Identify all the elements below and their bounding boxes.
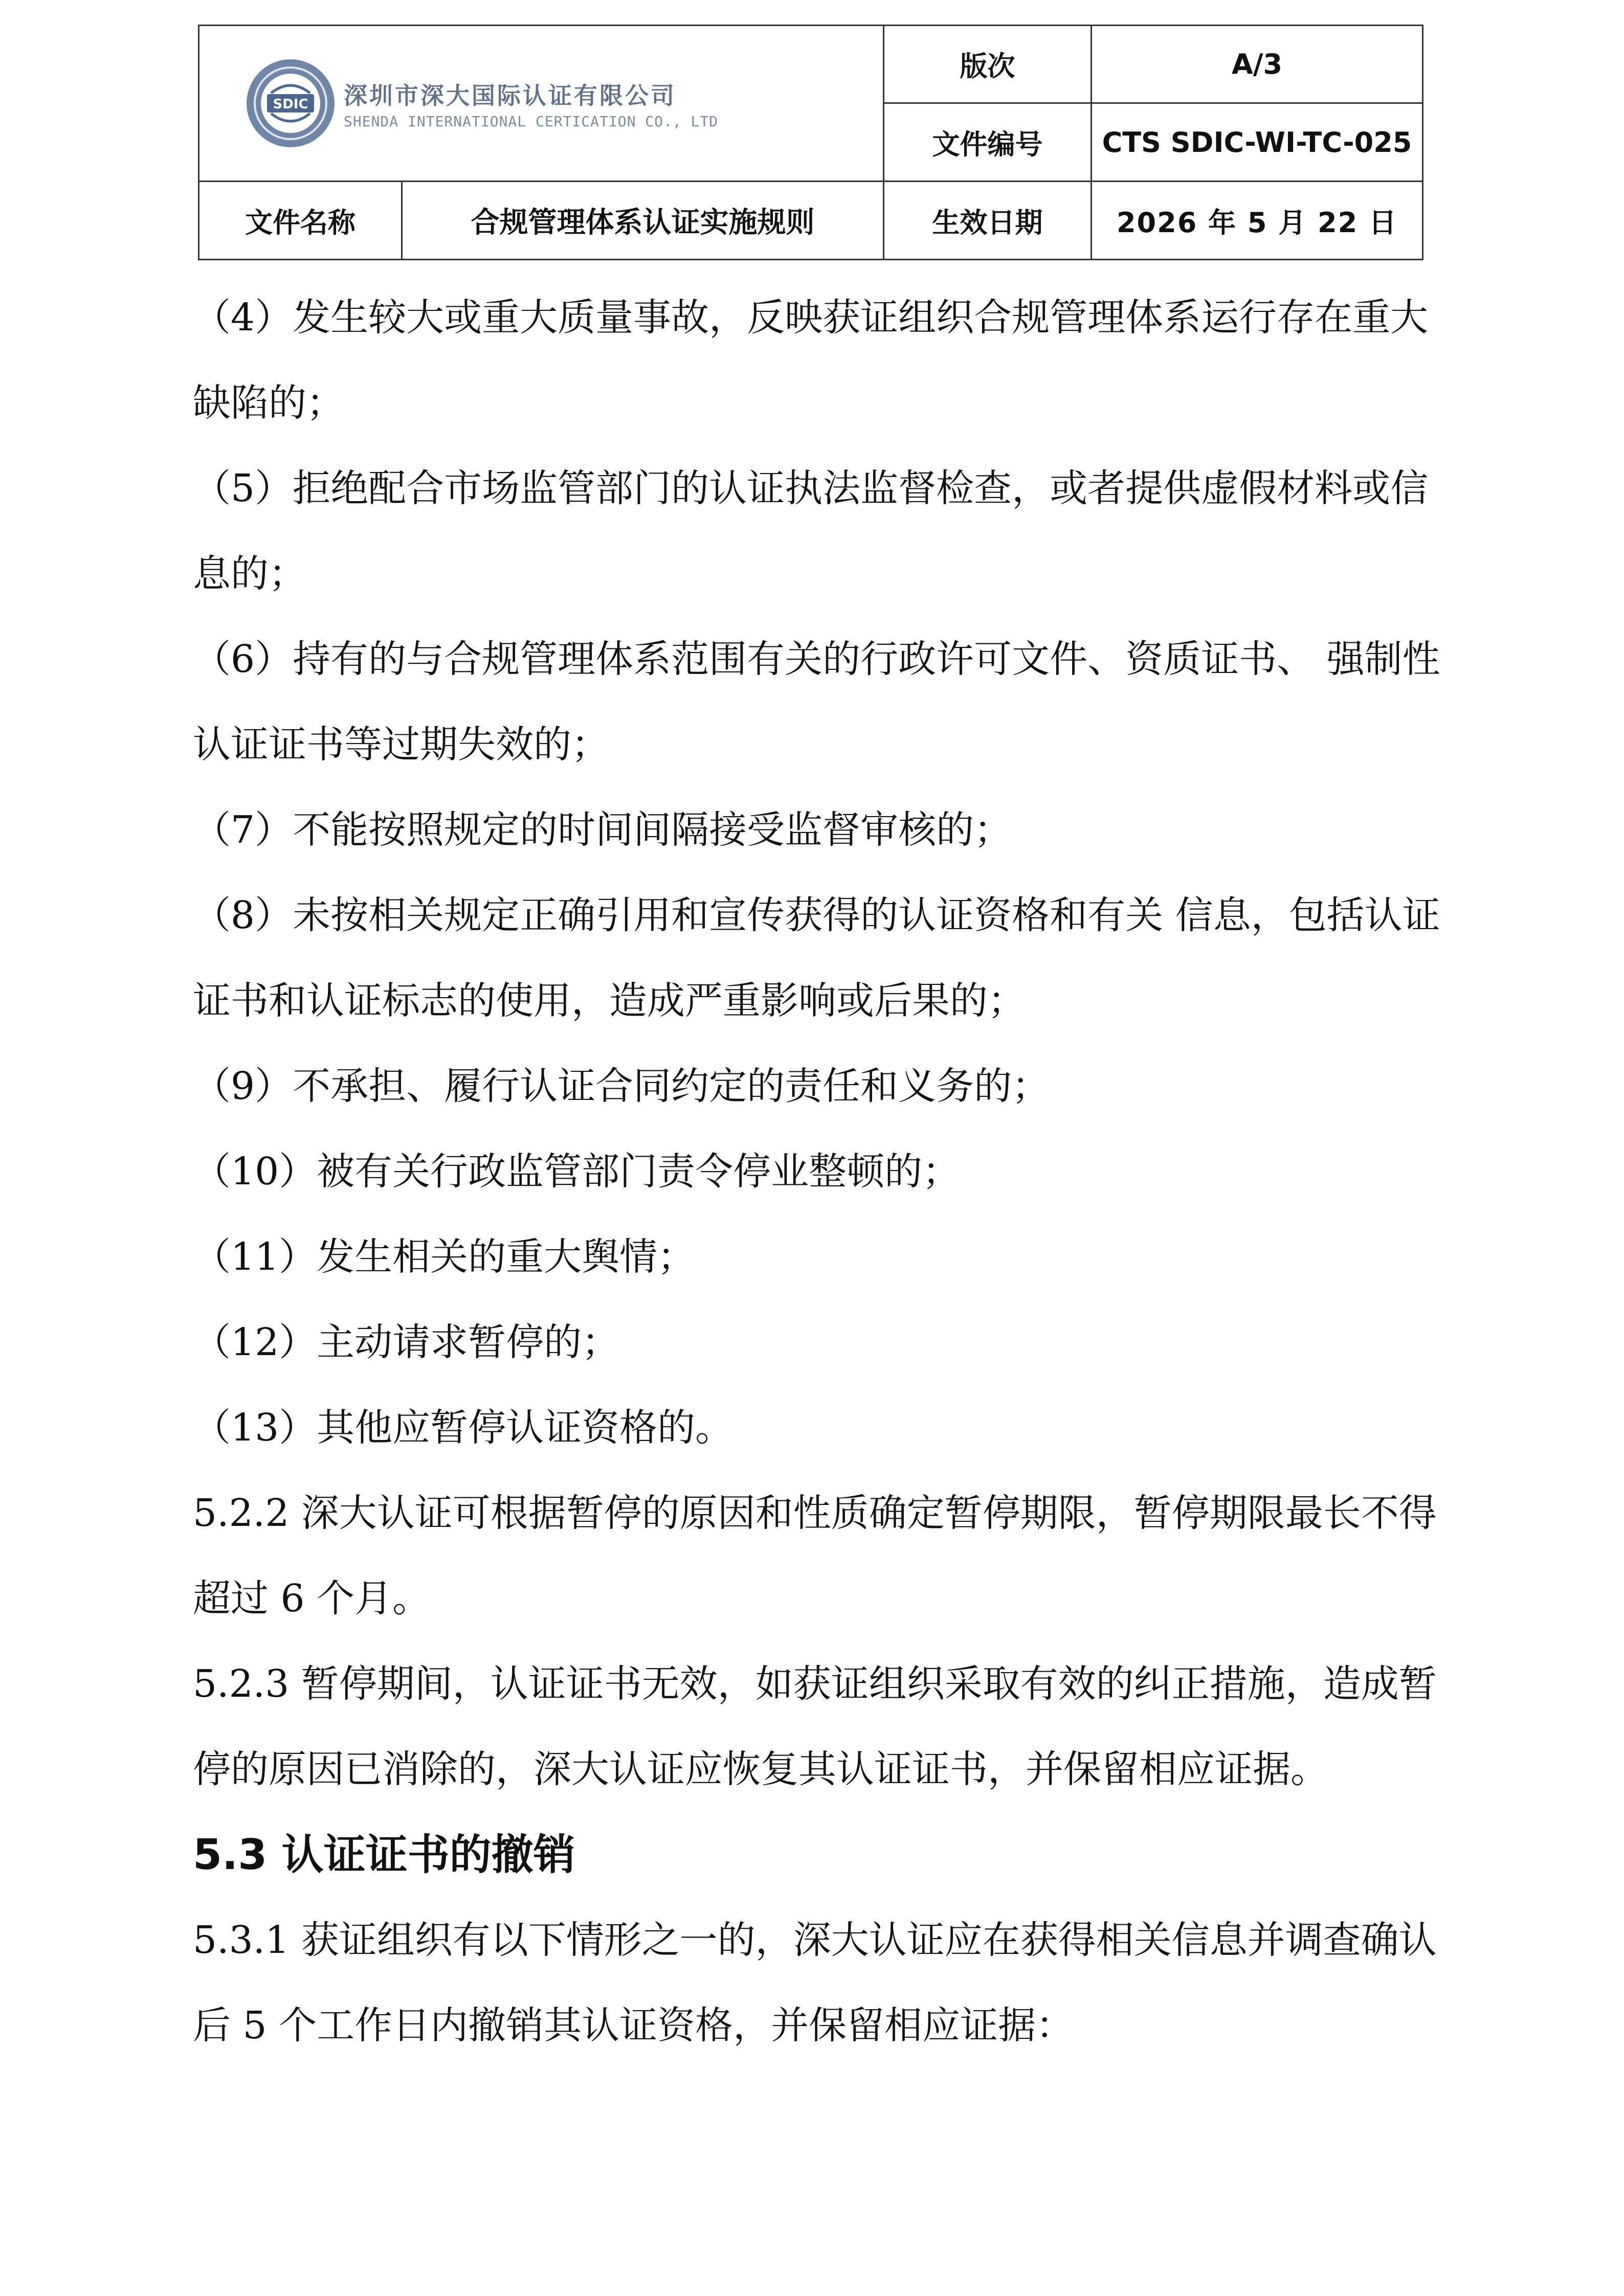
list-item: （6）持有的与合规管理体系范围有关的行政许可文件、资质证书、 强制性认证证书等过期失效的； [193,637,1440,767]
list-item: （11）发生相关的重大舆情； [193,1235,696,1279]
clause-5-2-3: 5.2.3 暂停期间，认证证书无效，如获证组织采取有效的纠正措施，造成暂停的原因已消除的，深大认证应恢复其认证证书，并保留相应证据。 [193,1662,1437,1791]
clause-5-3-1: 5.3.1 获证组织有以下情形之一的，深大认证应在获得相关信息并调查确认后 5 个工作日内撤销其认证资格，并保留相应证据： [193,1918,1437,2047]
list-item: （12）主动请求暂停的； [193,1320,620,1364]
effective-date-value: 2026 年 5 月 22 日 [1092,182,1423,260]
doc-number-label: 文件编号 [884,103,1092,182]
company-name-en: SHENDA INTERNATIONAL CERTICATION CO., LTD [344,112,719,130]
doc-name-value: 合规管理体系认证实施规则 [402,182,884,260]
company-emblem-icon [244,57,337,149]
document-header-table [198,25,1423,260]
version-label: 版次 [884,26,1092,103]
doc-name-label: 文件名称 [199,182,402,260]
company-name-cn: 深圳市深大国际认证有限公司 [344,81,676,109]
list-item: （4）发生较大或重大质量事故，反映获证组织合规管理体系运行存在重大缺陷的； [193,296,1429,425]
svg-text:SDIC: SDIC [273,97,308,112]
list-item: （5）拒绝配合市场监管部门的认证执法监督检查，或者提供虚假材料或信息的； [193,466,1429,596]
version-value: A/3 [1092,26,1423,103]
list-item: （7）不能按照规定的时间间隔接受监督审核的； [193,808,1012,852]
company-logo [199,57,883,149]
company-logo-cell [199,26,884,182]
effective-date-label: 生效日期 [884,182,1092,260]
list-item: （8）未按相关规定正确引用和宣传获得的认证资格和有关 信息，包括认证证书和认证标志的使用，造成严重影响或后果的； [193,893,1440,1023]
document-body [193,275,1449,2068]
list-item: （10）被有关行政监管部门责令停业整顿的； [193,1150,961,1194]
section-heading-5-3: 5.3 认证证书的撤销 [193,1831,575,1879]
list-item: （9）不承担、履行认证合同约定的责任和义务的； [193,1064,1050,1108]
clause-5-2-2: 5.2.2 深大认证可根据暂停的原因和性质确定暂停期限，暂停期限最长不得超过 6 个月。 [193,1491,1437,1620]
list-item: （13）其他应暂停认证资格的。 [193,1406,733,1450]
doc-number-value: CTS SDIC-WI-TC-025 [1092,103,1423,182]
